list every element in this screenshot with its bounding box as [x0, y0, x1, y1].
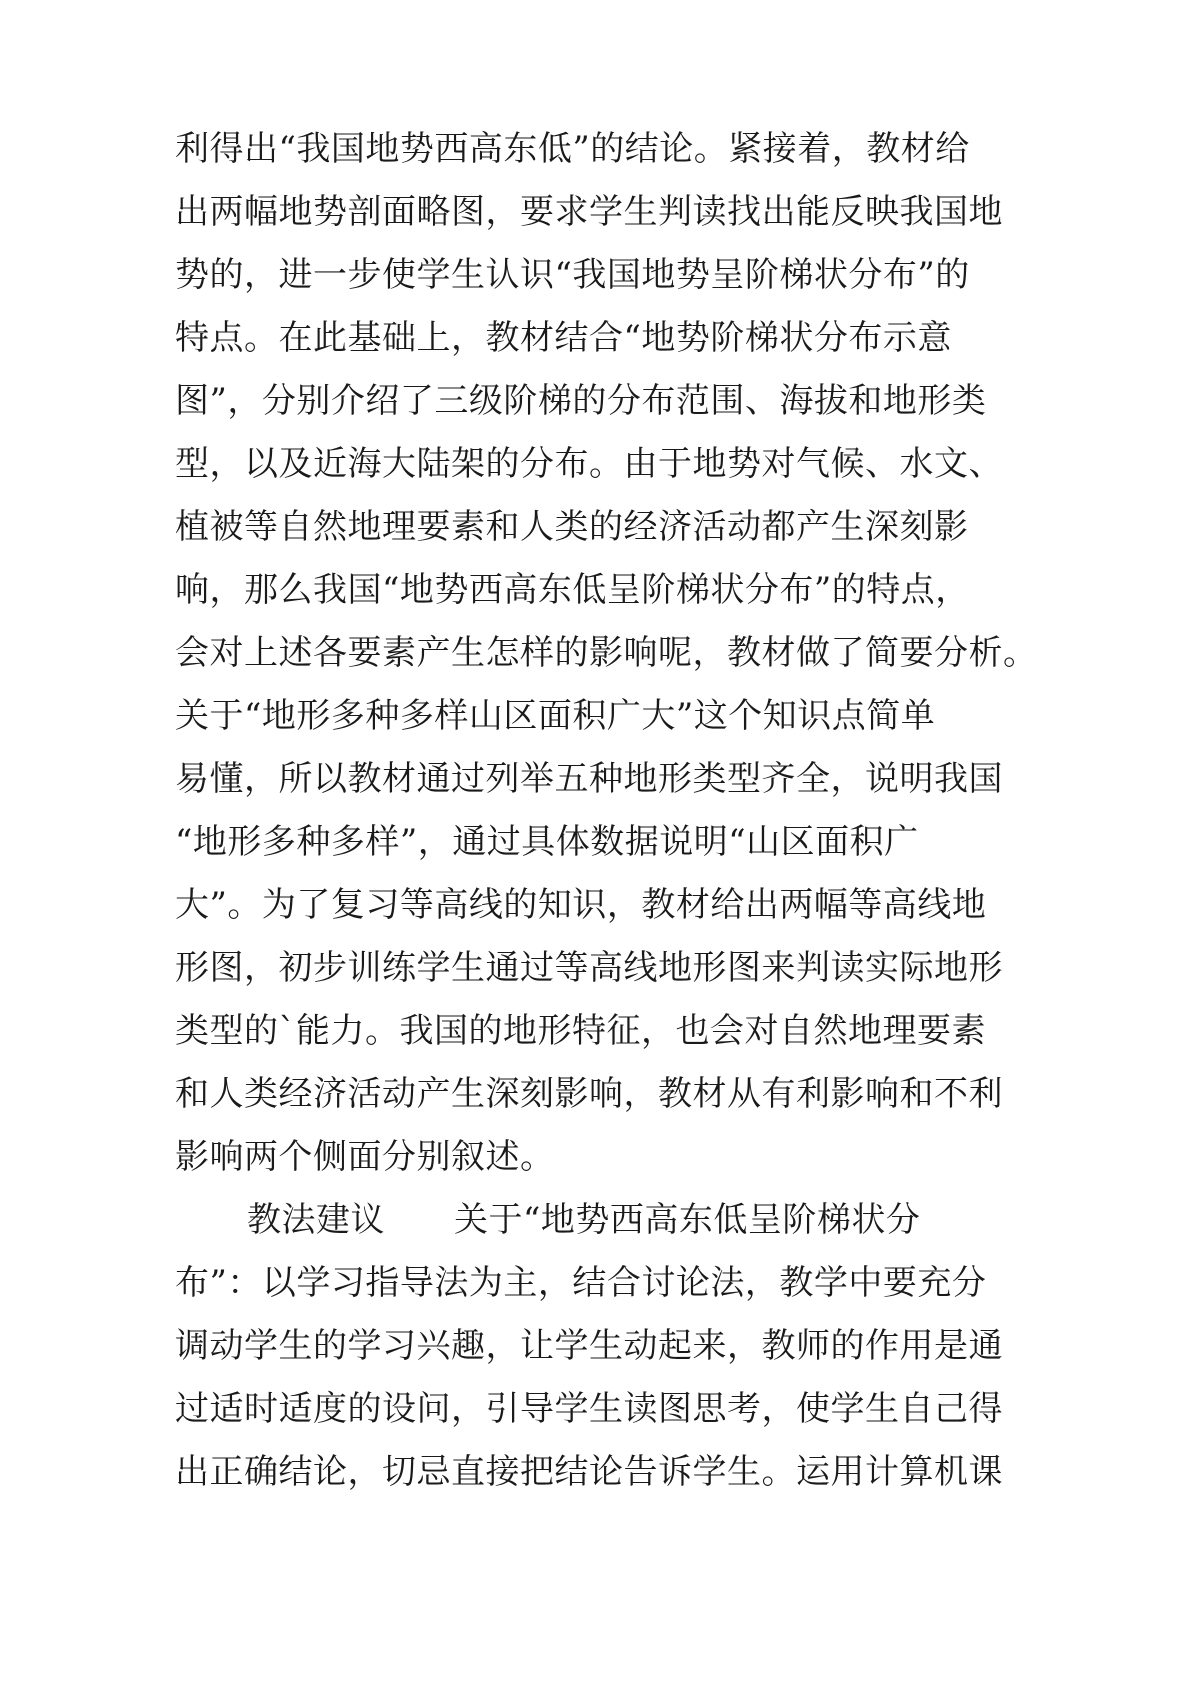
text-line: 出两幅地势剖面略图，要求学生判读找出能反映我国地: [175, 192, 1003, 232]
text-line: 关于“地形多种多样山区面积广大”这个知识点简单: [175, 696, 936, 736]
text-line: 出正确结论，切忌直接把结论告诉学生。运用计算机课: [175, 1452, 1003, 1492]
text-line: 势的，进一步使学生认识“我国地势呈阶梯状分布”的: [175, 255, 970, 295]
text-line: “地形多种多样”，通过具体数据说明“山区面积广: [175, 822, 919, 862]
text-line: 特点。在此基础上，教材结合“地势阶梯状分布示意: [175, 318, 952, 358]
text-line: 型，以及近海大陆架的分布。由于地势对气候、水文、: [175, 444, 1003, 484]
text-line: 类型的`能力。我国的地形特征，也会对自然地理要素: [175, 1011, 986, 1051]
text-line: 过适时适度的设问，引导学生读图思考，使学生自己得: [175, 1389, 1003, 1429]
text-line: 形图，初步训练学生通过等高线地形图来判读实际地形: [175, 948, 1003, 988]
text-line: 易懂，所以教材通过列举五种地形类型齐全，说明我国: [175, 759, 1003, 799]
text-line: 调动学生的学习兴趣，让学生动起来，教师的作用是通: [175, 1326, 1003, 1366]
text-line: 布”：以学习指导法为主，结合讨论法，教学中要充分: [175, 1263, 987, 1303]
text-line: 会对上述各要素产生怎样的影响呢，教材做了简要分析。: [175, 633, 1038, 673]
text-line: 利得出“我国地势西高东低”的结论。紧接着，教材给: [175, 129, 970, 169]
text-line-heading: 教法建议 关于“地势西高东低呈阶梯状分: [247, 1200, 921, 1240]
text-line: 和人类经济活动产生深刻影响，教材从有利影响和不利: [175, 1074, 1003, 1114]
text-line: 大”。为了复习等高线的知识，教材给出两幅等高线地: [175, 885, 987, 925]
text-line: 响，那么我国“地势西高东低呈阶梯状分布”的特点，: [175, 570, 970, 610]
text-line: 图”，分别介绍了三级阶梯的分布范围、海拔和地形类: [175, 381, 987, 421]
text-line: 影响两个侧面分别叙述。: [175, 1137, 555, 1177]
body-text: [175, 118, 1075, 1504]
paragraph-teaching-suggestions: [175, 1189, 1075, 1504]
paragraph-terrain-analysis: [175, 118, 1075, 1189]
text-line: 植被等自然地理要素和人类的经济活动都产生深刻影: [175, 507, 969, 547]
